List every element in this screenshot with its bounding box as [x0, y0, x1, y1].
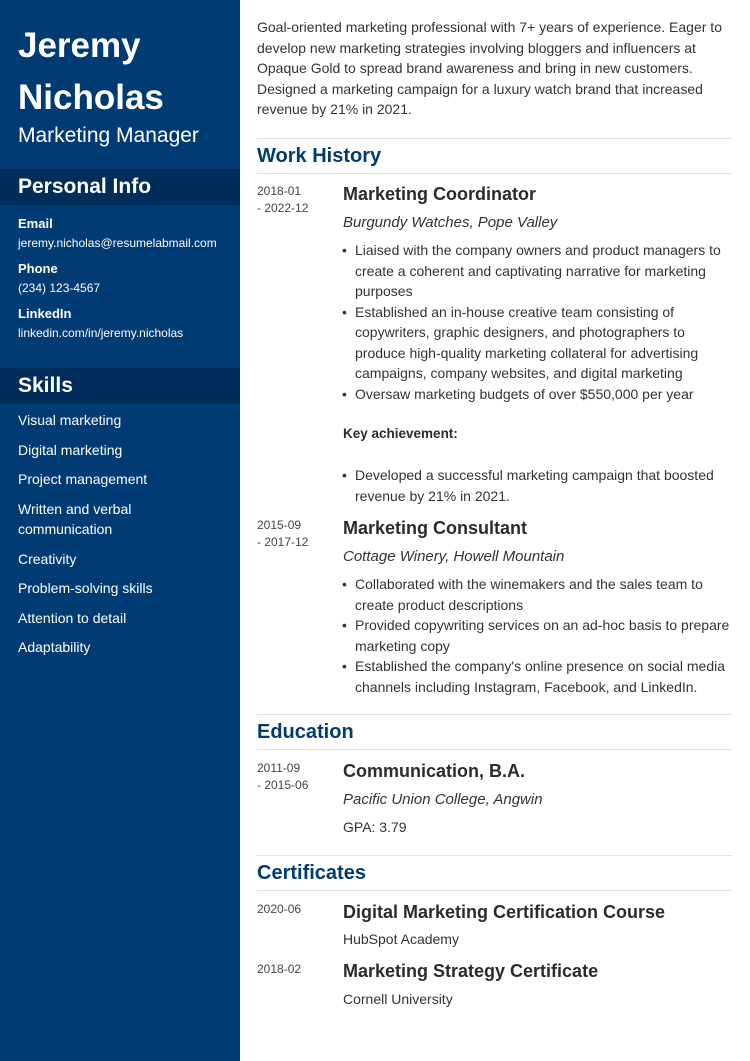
job-start-date: 2018-01 — [257, 184, 302, 198]
skill-item: Attention to detail — [18, 609, 127, 626]
personal-info-heading: Personal Info — [0, 169, 240, 205]
education-heading: Education — [257, 714, 733, 750]
certificate-date: 2020-06 — [257, 902, 302, 916]
phone-value[interactable]: (234) 123-4567 — [18, 281, 101, 295]
school: Pacific Union College, Angwin — [343, 791, 543, 808]
job-title: Marketing Consultant — [343, 518, 528, 538]
job-title: Marketing Coordinator — [343, 184, 537, 204]
certificate-title: Digital Marketing Certification Course — [343, 902, 666, 922]
email-label: Email — [18, 216, 53, 231]
skill-item: Written and verbal communication — [18, 500, 132, 537]
skill-item: Problem-solving skills — [18, 580, 153, 596]
job-title: Marketing Manager — [18, 124, 199, 147]
skill-item: Digital marketing — [18, 441, 123, 458]
job-company: Cottage Winery, Howell Mountain — [343, 548, 565, 565]
job-bullet: • Oversaw marketing budgets of over $550,000 per year — [355, 384, 733, 405]
job-end-date: - 2022-12 — [257, 201, 309, 215]
key-achievement-label: Key achievement: — [343, 426, 458, 441]
degree: Communication, B.A. — [343, 761, 526, 781]
job-company: Burgundy Watches, Pope Valley — [343, 214, 558, 231]
skill-item: Adaptability — [18, 639, 91, 655]
certificates-heading: Certificates — [257, 855, 733, 891]
job-bullet: • Liaised with the company owners and product managers to create a coherent and captivating narrative for marketing purposes — [355, 240, 733, 302]
job-start-date: 2015-09 — [257, 518, 302, 532]
skill-item: Creativity — [18, 550, 77, 567]
candidate-name — [18, 20, 228, 124]
skill-item: Visual marketing — [18, 412, 122, 428]
gpa: GPA: 3.79 — [343, 819, 407, 835]
certificate-date: 2018-02 — [257, 962, 302, 976]
achievement-bullets — [355, 465, 733, 506]
first-name: Jeremy — [18, 26, 141, 65]
linkedin-value[interactable]: linkedin.com/in/jeremy.nicholas — [18, 326, 184, 340]
job-end-date: - 2017-12 — [257, 535, 309, 549]
phone-label: Phone — [18, 261, 58, 276]
sidebar — [0, 0, 240, 1061]
email-value[interactable]: jeremy.nicholas@resumelabmail.com — [18, 236, 217, 250]
job-bullets — [355, 240, 733, 404]
last-name: Nicholas — [18, 78, 164, 117]
achievement-bullet: • Developed a successful marketing campaign that boosted revenue by 21% in 2021. — [355, 465, 733, 506]
job-bullet: • Established an in-house creative team consisting of copywriters, graphic designers, and photographers to produce high-quality marketing collateral for advertising campaigns, company websites, and digital marketing — [355, 302, 733, 384]
education-start-date: 2011-09 — [257, 761, 301, 775]
linkedin-label: LinkedIn — [18, 306, 72, 321]
skills-heading: Skills — [0, 368, 240, 404]
summary: Goal-oriented marketing professional with 7+ years of experience. Eager to develop new marketing strategies involving bloggers and influencers at Opaque Gold to spread brand awareness and bring in new customers. Designed a marketing campaign for a luxury watch brand that increased revenue by 21% in 2021. — [257, 19, 722, 117]
job-bullets — [355, 574, 733, 697]
work-history-heading: Work History — [257, 138, 733, 174]
job-bullet: • Collaborated with the winemakers and the sales team to create product descriptions — [355, 574, 733, 615]
certificate-issuer: HubSpot Academy — [343, 931, 459, 947]
skills-list — [18, 410, 228, 667]
certificate-title: Marketing Strategy Certificate — [343, 961, 599, 981]
job-bullet: • Established the company's online presence on social media channels including Instagram, Facebook, and LinkedIn. — [355, 656, 733, 697]
skill-item: Project management — [18, 471, 148, 487]
job-bullet: • Provided copywriting services on an ad-hoc basis to prepare marketing copy — [355, 615, 733, 656]
certificate-issuer: Cornell University — [343, 991, 453, 1007]
education-end-date: - 2015-06 — [257, 778, 309, 792]
